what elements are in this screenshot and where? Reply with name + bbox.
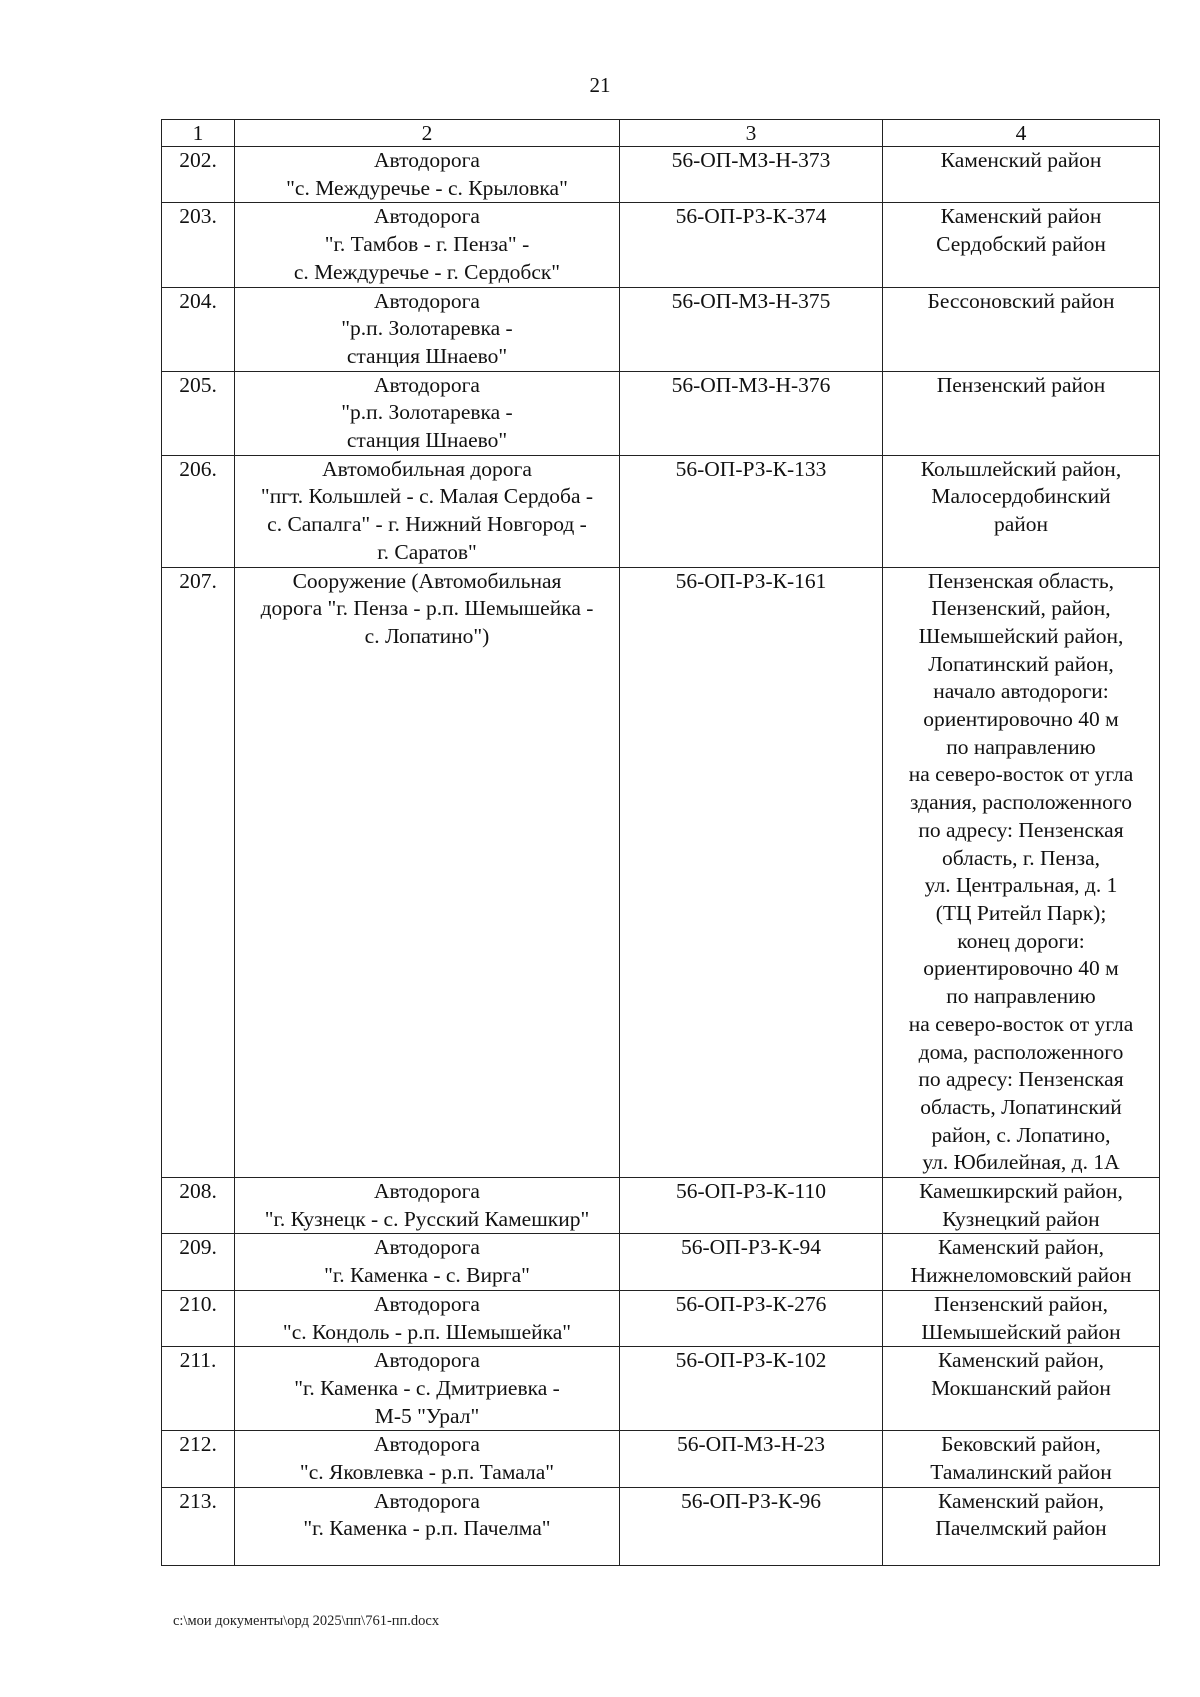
road-id: 56-ОП-МЗ-Н-373 xyxy=(620,147,883,203)
road-area: Каменский район xyxy=(883,147,1160,203)
table-row xyxy=(162,1234,1160,1290)
table-row xyxy=(162,1290,1160,1346)
row-number: 206. xyxy=(162,455,235,567)
footer-file-path: с:\мои документы\орд 2025\пп\761-пп.docx xyxy=(173,1613,440,1629)
road-name: Автодорога "г. Тамбов - г. Пенза" - с. Междуречье - г. Сердобск" xyxy=(235,203,620,287)
road-id: 56-ОП-РЗ-К-94 xyxy=(620,1234,883,1290)
table-row xyxy=(162,1347,1160,1431)
row-number: 207. xyxy=(162,567,235,1177)
road-area: Пензенский район, Шемышейский район xyxy=(883,1290,1160,1346)
road-area: Каменский район, Мокшанский район xyxy=(883,1347,1160,1431)
row-number: 205. xyxy=(162,371,235,455)
road-name: Сооружение (Автомобильная дорога "г. Пенза - р.п. Шемышейка - с. Лопатино") xyxy=(235,567,620,1177)
row-number: 203. xyxy=(162,203,235,287)
road-id: 56-ОП-МЗ-Н-376 xyxy=(620,371,883,455)
table-row xyxy=(162,1178,1160,1234)
road-area: Каменский район, Пачелмский район xyxy=(883,1487,1160,1565)
road-name: Автодорога "г. Каменка - с. Дмитриевка - М-5 "Урал" xyxy=(235,1347,620,1431)
row-number: 210. xyxy=(162,1290,235,1346)
road-name: Автодорога "р.п. Золотаревка - станция Шнаево" xyxy=(235,287,620,371)
row-number: 208. xyxy=(162,1178,235,1234)
road-id: 56-ОП-РЗ-К-102 xyxy=(620,1347,883,1431)
table-row xyxy=(162,371,1160,455)
header-cell: 2 xyxy=(235,120,620,147)
road-name: Автодорога "с. Кондоль - р.п. Шемышейка" xyxy=(235,1290,620,1346)
road-area: Кольшлейский район, Малосердобинский район xyxy=(883,455,1160,567)
table-row xyxy=(162,567,1160,1177)
row-number: 202. xyxy=(162,147,235,203)
page-number: 21 xyxy=(589,73,611,97)
roads-table xyxy=(161,119,1160,1566)
road-name: Автодорога "р.п. Золотаревка - станция Шнаево" xyxy=(235,371,620,455)
table-header-row xyxy=(162,120,1160,147)
table-row xyxy=(162,455,1160,567)
road-id: 56-ОП-РЗ-К-276 xyxy=(620,1290,883,1346)
road-area: Камешкирский район, Кузнецкий район xyxy=(883,1178,1160,1234)
table-row xyxy=(162,1431,1160,1487)
road-name: Автодорога "г. Каменка - с. Вирга" xyxy=(235,1234,620,1290)
row-number: 212. xyxy=(162,1431,235,1487)
road-area: Каменский район, Нижнеломовский район xyxy=(883,1234,1160,1290)
road-id: 56-ОП-МЗ-Н-375 xyxy=(620,287,883,371)
road-id: 56-ОП-МЗ-Н-23 xyxy=(620,1431,883,1487)
road-id: 56-ОП-РЗ-К-110 xyxy=(620,1178,883,1234)
header-cell: 1 xyxy=(162,120,235,147)
road-area: Бессоновский район xyxy=(883,287,1160,371)
road-area: Пензенский район xyxy=(883,371,1160,455)
road-area: Пензенская область, Пензенский, район, Шемышейский район, Лопатинский район, начало автодороги: ориентировочно 40 м по направлению на северо-восток от угла здания, расположенного по адресу: Пензенская область, г. Пенза, ул. Центральная, д. 1 (ТЦ Ритейл Парк); конец дороги: ориентировочно 40 м по направлению на северо-восток от угла дома, расположенного по адресу: Пензенская область, Лопатинский район, с. Лопатино, ул. Юбилейная, д. 1А xyxy=(883,567,1160,1177)
table-row xyxy=(162,287,1160,371)
row-number: 209. xyxy=(162,1234,235,1290)
road-id: 56-ОП-РЗ-К-161 xyxy=(620,567,883,1177)
row-number: 213. xyxy=(162,1487,235,1565)
table-row xyxy=(162,147,1160,203)
table-row xyxy=(162,203,1160,287)
road-name: Автомобильная дорога "пгт. Кольшлей - с. Малая Сердоба - с. Сапалга" - г. Нижний Новгород - г. Саратов" xyxy=(235,455,620,567)
road-area: Каменский район Сердобский район xyxy=(883,203,1160,287)
road-name: Автодорога "г. Каменка - р.п. Пачелма" xyxy=(235,1487,620,1565)
road-id: 56-ОП-РЗ-К-374 xyxy=(620,203,883,287)
header-cell: 3 xyxy=(620,120,883,147)
road-name: Автодорога "с. Междуречье - с. Крыловка" xyxy=(235,147,620,203)
header-cell: 4 xyxy=(883,120,1160,147)
road-name: Автодорога "г. Кузнецк - с. Русский Камешкир" xyxy=(235,1178,620,1234)
road-id: 56-ОП-РЗ-К-96 xyxy=(620,1487,883,1565)
road-id: 56-ОП-РЗ-К-133 xyxy=(620,455,883,567)
road-name: Автодорога "с. Яковлевка - р.п. Тамала" xyxy=(235,1431,620,1487)
road-area: Бековский район, Тамалинский район xyxy=(883,1431,1160,1487)
table-row xyxy=(162,1487,1160,1565)
row-number: 211. xyxy=(162,1347,235,1431)
row-number: 204. xyxy=(162,287,235,371)
